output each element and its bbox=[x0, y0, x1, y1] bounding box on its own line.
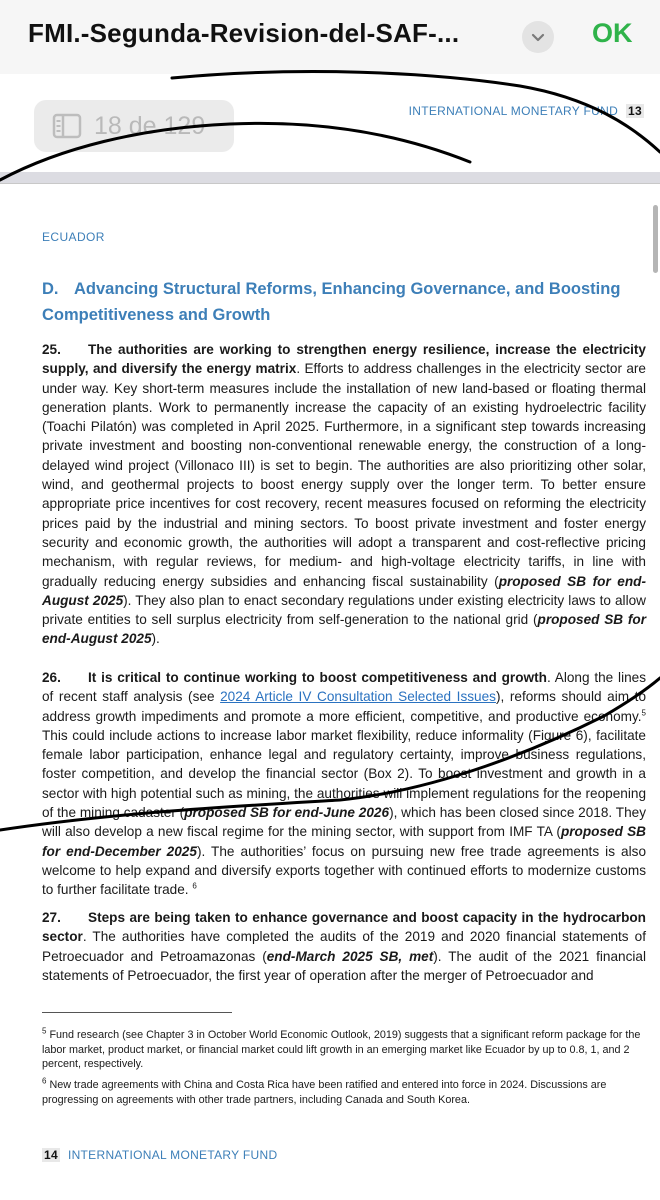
paragraph-number: 25. bbox=[42, 342, 61, 357]
paragraph-number: 26. bbox=[42, 670, 61, 685]
benchmark-label: proposed SB for end-August 2025 bbox=[42, 612, 646, 647]
paragraph-text: . Along the lines of recent staff analysis (see bbox=[42, 670, 647, 705]
section-heading bbox=[42, 276, 642, 328]
paragraph-27 bbox=[42, 908, 646, 985]
paragraph-lead: The authorities are working to strengthen energy resilience, increase the electricity supply, and diversify the energy matrix bbox=[42, 342, 646, 377]
footnote-6 bbox=[42, 1078, 650, 1107]
paragraph-text: ), reforms should aim to address growth impediments and promote a more efficient, competitive, and productive economy. bbox=[42, 689, 647, 724]
section-title: Advancing Structural Reforms, Enhancing Governance, and Boosting Competitiveness and Growth bbox=[42, 280, 621, 324]
scrollbar-thumb[interactable] bbox=[653, 205, 658, 273]
selected-issues-link[interactable]: 2024 Article IV Consultation Selected Issues bbox=[220, 689, 496, 705]
top-bar bbox=[0, 0, 660, 75]
document-menu-button[interactable] bbox=[522, 21, 554, 53]
footnote-text: New trade agreements with China and Costa Rica have been ratified and entered into force in 2024. Discussions are progressing on agreements with other trade partners, including Canada and South Korea. bbox=[42, 1079, 607, 1106]
paragraph-lead: Steps are being taken to enhance governance and boost capacity in the hydrocarbon sector bbox=[42, 910, 646, 945]
document-page bbox=[0, 190, 660, 1200]
footer-text: INTERNATIONAL MONETARY FUND bbox=[67, 1148, 278, 1162]
benchmark-label: proposed SB for end-August 2025 bbox=[42, 573, 646, 608]
benchmark-label: end-March 2025 SB, met bbox=[266, 948, 434, 964]
paragraph-lead: It is critical to continue working to boost competitiveness and growth bbox=[88, 670, 547, 685]
footnote-ref-5[interactable]: 5 bbox=[641, 708, 646, 718]
paragraph-text: ). The authorities’ focus on pursuing new free trade agreements is also welcome to help expand and diversify exports together with continued efforts to modernize customs to further facilitate trade. bbox=[42, 843, 646, 898]
benchmark-label: proposed SB for end-December 2025 bbox=[42, 824, 646, 859]
page-footer bbox=[42, 1148, 277, 1162]
paragraph-26 bbox=[42, 668, 646, 900]
ok-button[interactable]: OK bbox=[592, 18, 633, 48]
paragraph-number: 27. bbox=[42, 910, 61, 925]
sidebar-icon bbox=[52, 113, 82, 139]
previous-page-header bbox=[409, 104, 644, 118]
document-title: FMI.-Segunda-Revision-del-SAF-... bbox=[28, 18, 460, 48]
benchmark-label: proposed SB for end-June 2026 bbox=[184, 805, 390, 821]
paragraph-text: ). The audit of the 2021 financial statements of Petroecuador, the first year of operation after the merger of Petroecuador and bbox=[42, 948, 646, 983]
chevron-down-icon bbox=[530, 29, 546, 45]
footnote-divider bbox=[42, 1012, 232, 1013]
footnote-text: Fund research (see Chapter 3 in October World Economic Outlook, 2019) suggests that a significant reform package for the labor market, product market, or financial market could lift growth in an emerging market like Ecuador by up to 0.8, 1, and 2 percent, respectively. bbox=[42, 1029, 641, 1070]
running-header-country: ECUADOR bbox=[42, 230, 105, 244]
paragraph-text: ), which has been closed since 2018. They will also develop a new fiscal regime for the mining sector, with support from IMF TA ( bbox=[42, 805, 646, 840]
page-indicator-text: 18 de 129 bbox=[94, 111, 206, 140]
footnote-ref-6[interactable]: 6 bbox=[192, 881, 197, 891]
footnote-mark: 5 bbox=[42, 1026, 47, 1036]
paragraph-text: ). They also plan to enact secondary regulations under existing electricity laws to allow private entities to sell surplus electricity from self-generation to the national grid ( bbox=[42, 592, 646, 628]
paragraph-text: This could include actions to increase labor market flexibility, reduce informality (Figure 6), facilitate female labor participation, enhance legal and regulatory certainty, improve business regulations, foster competition, and develop the financial sector (Box 2). To boost investment and growth in a sector with high potential such as mining, the authorities will implement regulations for the reopening of the mining cadaster ( bbox=[42, 727, 646, 821]
footer-page-number: 14 bbox=[44, 1148, 58, 1162]
footnote-5 bbox=[42, 1028, 650, 1072]
paragraph-text: . The authorities have completed the audits of the 2019 and 2020 financial statements of Petroecuador and Petroamazonas ( bbox=[42, 929, 646, 964]
paragraph-25 bbox=[42, 340, 646, 649]
section-letter: D. bbox=[42, 280, 59, 298]
previous-page-number: 13 bbox=[628, 104, 642, 118]
paragraph-text: . Efforts to address challenges in the electricity sector are under way. Key short-term measures include the installation of new land-based or floating thermal generation plants. Work to permanently increase the capacity of an existing hydroelectric facility (Toachi Pilatón) was completed in April 2025. Furthermore, in a significant step towards increasing private investment and boosting non-conventional renewable energy, the construction of a long-delayed wind project (Villonaco III) is set to begin. The authorities are also prioritizing other solar, wind, and geothermal projects to boost energy supply over the longer term. To better ensure appropriate price incentives for cost recovery, recent measures focused on reforming the electricity prices paid by the industrial and mining sectors. To boost private investment and foster energy security and economic growth, the authorities will adopt a transparent and cost-reflective pricing mechanism, with regular reviews, for medium- and high-voltage electricity tariffs, in line with gradually reducing energy subsidies and enhancing fiscal sustainability ( bbox=[42, 361, 646, 589]
previous-page-header-text: INTERNATIONAL MONETARY FUND bbox=[408, 104, 619, 118]
paragraph-text: ). bbox=[151, 631, 160, 647]
page-indicator[interactable] bbox=[34, 100, 234, 152]
footnote-mark: 6 bbox=[42, 1076, 47, 1086]
page-gap-divider bbox=[0, 183, 660, 184]
